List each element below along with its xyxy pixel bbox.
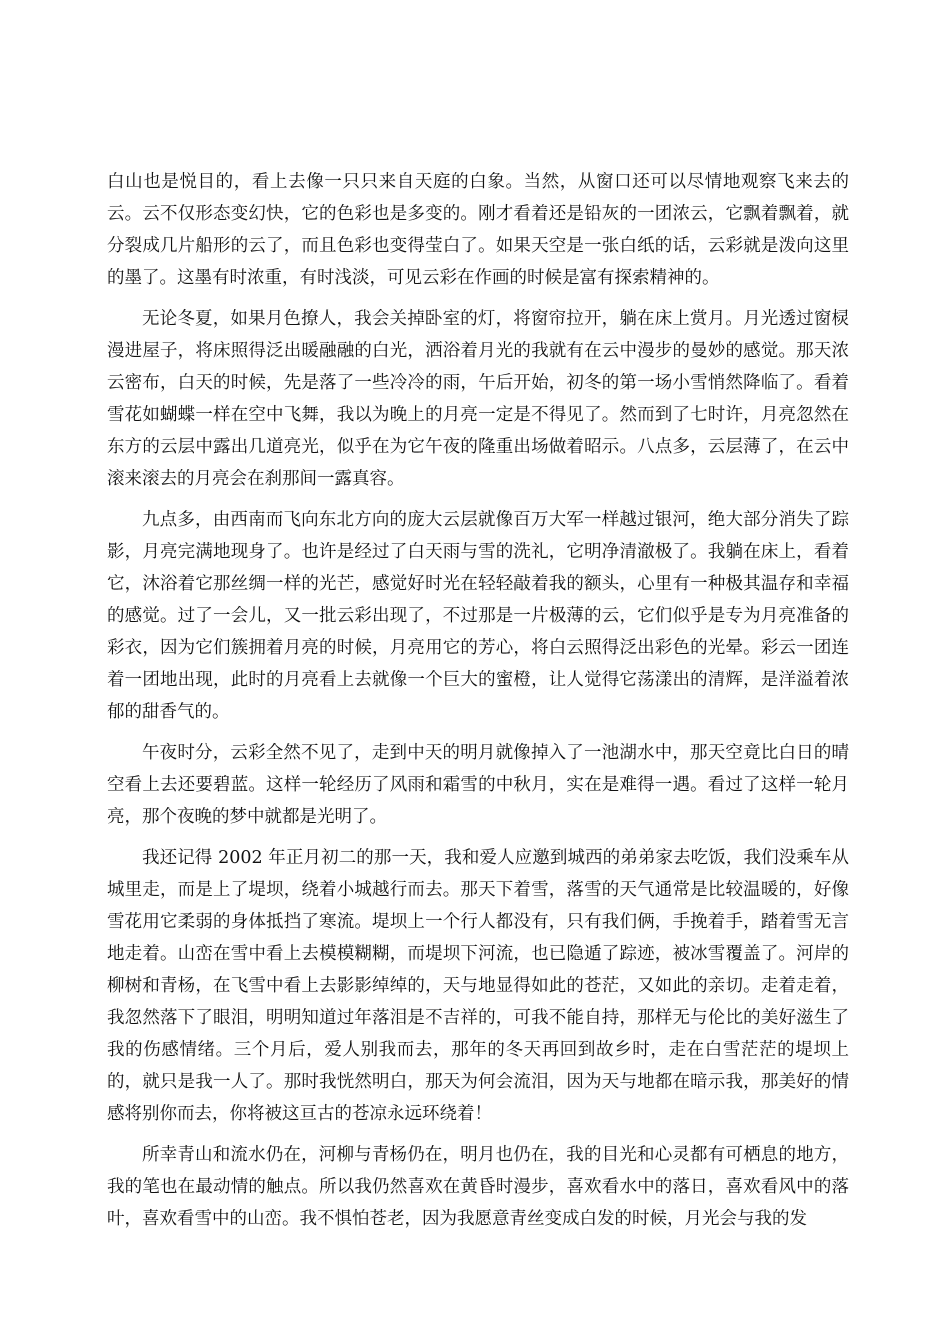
paragraph-6: 所幸青山和流水仍在，河柳与青杨仍在，明月也仍在，我的目光和心灵都有可栖息的地方，我的笔也在最动情的触点。所以我仍然喜欢在黄昏时漫步，喜欢看水中的落日，喜欢看风中的落叶，喜欢看雪中的山峦。我不惧怕苍老，因为我愿意青丝变成白发的时候，月光会与我的发 xyxy=(107,1145,849,1229)
paragraph-1: 白山也是悦目的，看上去像一只只来自天庭的白象。当然，从窗口还可以尽情地观察飞来去的云。云不仅形态变幻快，它的色彩也是多变的。刚才看着还是铅灰的一团浓云，它飘着飘着，就分裂成几片船形的云了，而且色彩也变得莹白了。如果天空是一张白纸的话，云彩就是泼向这里的墨了。这墨有时浓重，有时浅淡，可见云彩在作画的时候是富有探索精神的。 xyxy=(107,172,849,288)
paragraph-3: 九点多，由西南而飞向东北方向的庞大云层就像百万大军一样越过银河，绝大部分消失了踪影，月亮完满地现身了。也许是经过了白天雨与雪的洗礼，它明净清澈极了。我躺在床上，看着它，沐浴着它那丝绸一样的光芒，感觉好时光在轻轻敲着我的额头，心里有一种极其温存和幸福的感觉。过了一会儿，又一批云彩出现了，不过那是一片极薄的云，它们似乎是专为月亮准备的彩衣，因为它们簇拥着月亮的时候，月亮用它的芳心，将白云照得泛出彩色的光晕。彩云一团连着一团地出现，此时的月亮看上去就像一个巨大的蜜橙，让人觉得它荡漾出的清辉，是洋溢着浓郁的甜香气的。 xyxy=(107,510,849,722)
article-body xyxy=(107,166,849,1244)
paragraph-2: 无论冬夏，如果月色撩人，我会关掉卧室的灯，将窗帘拉开，躺在床上赏月。月光透过窗棂漫进屋子，将床照得泛出暖融融的白光，洒浴着月光的我就有在云中漫步的曼妙的感觉。那天浓云密布，白天的时候，先是落了一些冷冷的雨，午后开始，初冬的第一场小雪悄然降临了。看着雪花如蝴蝶一样在空中飞舞，我以为晚上的月亮一定是不得见了。然而到了七时许，月亮忽然在东方的云层中露出几道亮光，似乎在为它午夜的隆重出场做着昭示。八点多，云层薄了，在云中滚来滚去的月亮会在刹那间一露真容。 xyxy=(107,309,849,489)
paragraph-4: 午夜时分，云彩全然不见了，走到中天的明月就像掉入了一池湖水中，那天空竟比白日的晴空看上去还要碧蓝。这样一轮经历了风雨和霜雪的中秋月，实在是难得一遇。看过了这样一轮月亮，那个夜晚的梦中就都是光明了。 xyxy=(107,743,849,827)
paragraph-5: 我还记得 2002 年正月初二的那一天，我和爱人应邀到城西的弟弟家去吃饭，我们没乘车从城里走，而是上了堤坝，绕着小城越行而去。那天下着雪，落雪的天气通常是比较温暖的，好像雪花用它柔弱的身体抵挡了寒流。堤坝上一个行人都没有，只有我们俩，手挽着手，踏着雪无言地走着。山峦在雪中看上去模模糊糊，而堤坝下河流，也已隐遁了踪迹，被冰雪覆盖了。河岸的柳树和青杨，在飞雪中看上去影影绰绰的，天与地显得如此的苍茫，又如此的亲切。走着走着，我忽然落下了眼泪，明明知道过年落泪是不吉祥的，可我不能自持，那样无与伦比的美好滋生了我的伤感情绪。三个月后，爱人别我而去，那年的冬天再回到故乡时，走在白雪茫茫的堤坝上的，就只是我一人了。那时我恍然明白，那天为何会流泪，因为天与地都在暗示我，那美好的情感将别你而去，你将被这亘古的苍凉永远环绕着！ xyxy=(107,848,849,1124)
